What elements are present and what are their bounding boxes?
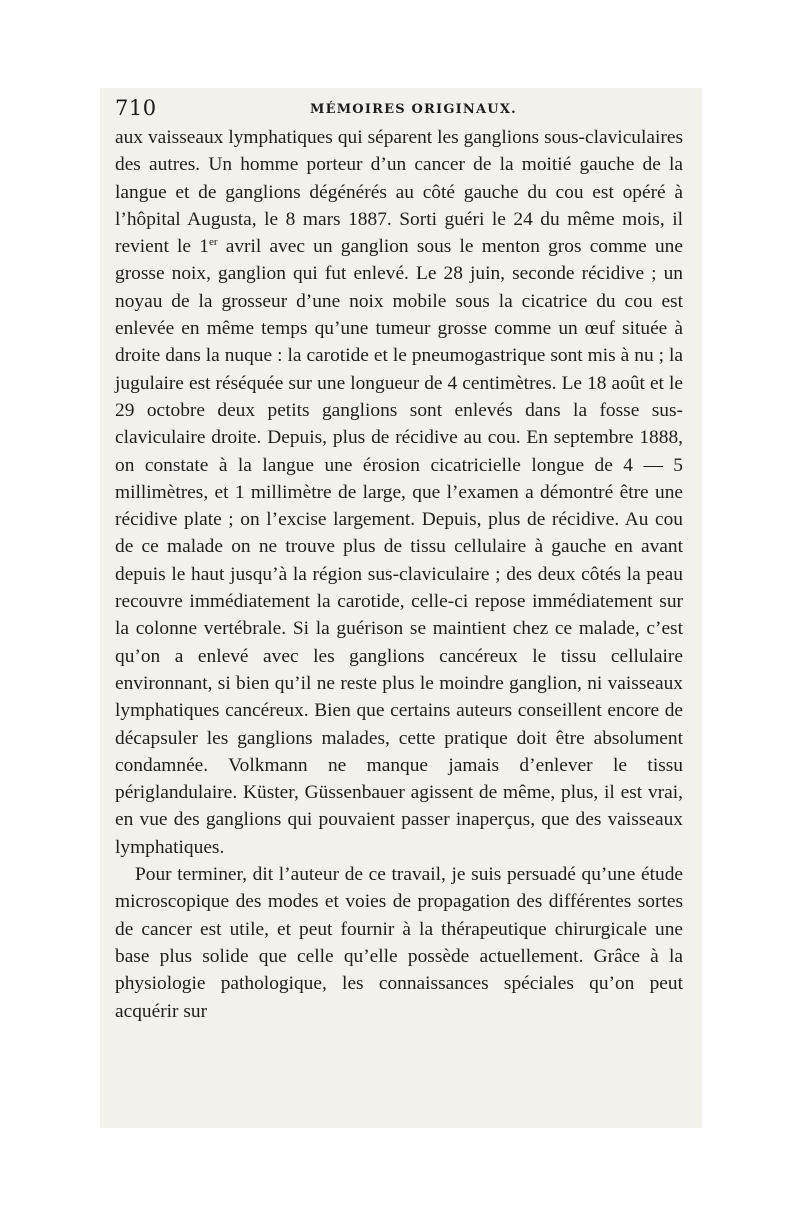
paragraph-text: avril avec un ganglion sous le menton gros comme une grosse noix, ganglion qui fut enlevé. Le 28 juin, seconde récidive ; un noyau de la grosseur d’une noix mobile sous la cicatrice du cou est enlevée en même temps qu’une tumeur grosse comme un œuf située à droite dans la nuque : la carotide et le pneumogastrique sont mis à nu ; la jugulaire est réséquée sur une longueur de 4 centimètres. Le 18 août et le 29 octobre deux petits ganglions sont enlevés dans la fosse sus-claviculaire droite. Depuis, plus de récidive au cou. En septembre 1888, on constate à la langue une érosion cicatricielle longue de 4 — 5 millimètres, et 1 millimètre de large, que l’examen a démontré être une récidive plate ; on l’excise largement. Depuis, plus de récidive. Au cou de ce malade on ne trouve plus de tissu cellulaire à gauche en avant depuis le haut jusqu’à la région sus-claviculaire ; des deux côtés la peau recouvre immédiatement la carotide, celle-ci repose immédiatement sur la colonne vertébrale. Si la guérison se maintient chez ce malade, c’est qu’on a enlevé avec les ganglions cancéreux le tissu cellulaire environnant, si bien qu’il ne reste plus le moindre ganglion, ni vaisseaux lymphatiques cancéreux. Bien que certains auteurs conseillent encore de décapsuler les ganglions malades, cette pratique doit être absolument condamnée. Volkmann ne manque jamais d’enlever le tissu périglandulaire. Küster, Güssenbauer agissent de même, plus, il est vrai, en vue des ganglions qui pouvaient passer inaperçus, que des vaisseaux lymphatiques. [115, 236, 683, 858]
paragraph-case-report [115, 124, 683, 861]
ordinal-superscript: er [208, 236, 218, 249]
body-text [115, 124, 683, 1025]
page-number: 710 [115, 96, 157, 120]
running-header [115, 96, 697, 126]
running-title: MÉMOIRES ORIGINAUX. [310, 102, 517, 117]
paragraph-text: aux vaisseaux lymphatiques qui séparent les ganglions sous-claviculaires des autres. Un homme porteur d’un cancer de la moitié gauche de la langue et de ganglions dégénérés au côté gauche du cou est opéré à l’hôpital Augusta, le 8 mars 1887. Sorti guéri le 24 du même mois, il revient le 1 [115, 127, 683, 258]
paragraph-conclusion: Pour terminer, dit l’auteur de ce travail, je suis persuadé qu’une étude microscopique des modes et voies de propagation des différentes sortes de cancer est utile, et peut fournir à la thérapeutique chirurgicale une base plus solide que celle qu’elle possède actuellement. Grâce à la physiologie pathologique, les connaissances spéciales qu’on peut acquérir sur [115, 864, 683, 1022]
